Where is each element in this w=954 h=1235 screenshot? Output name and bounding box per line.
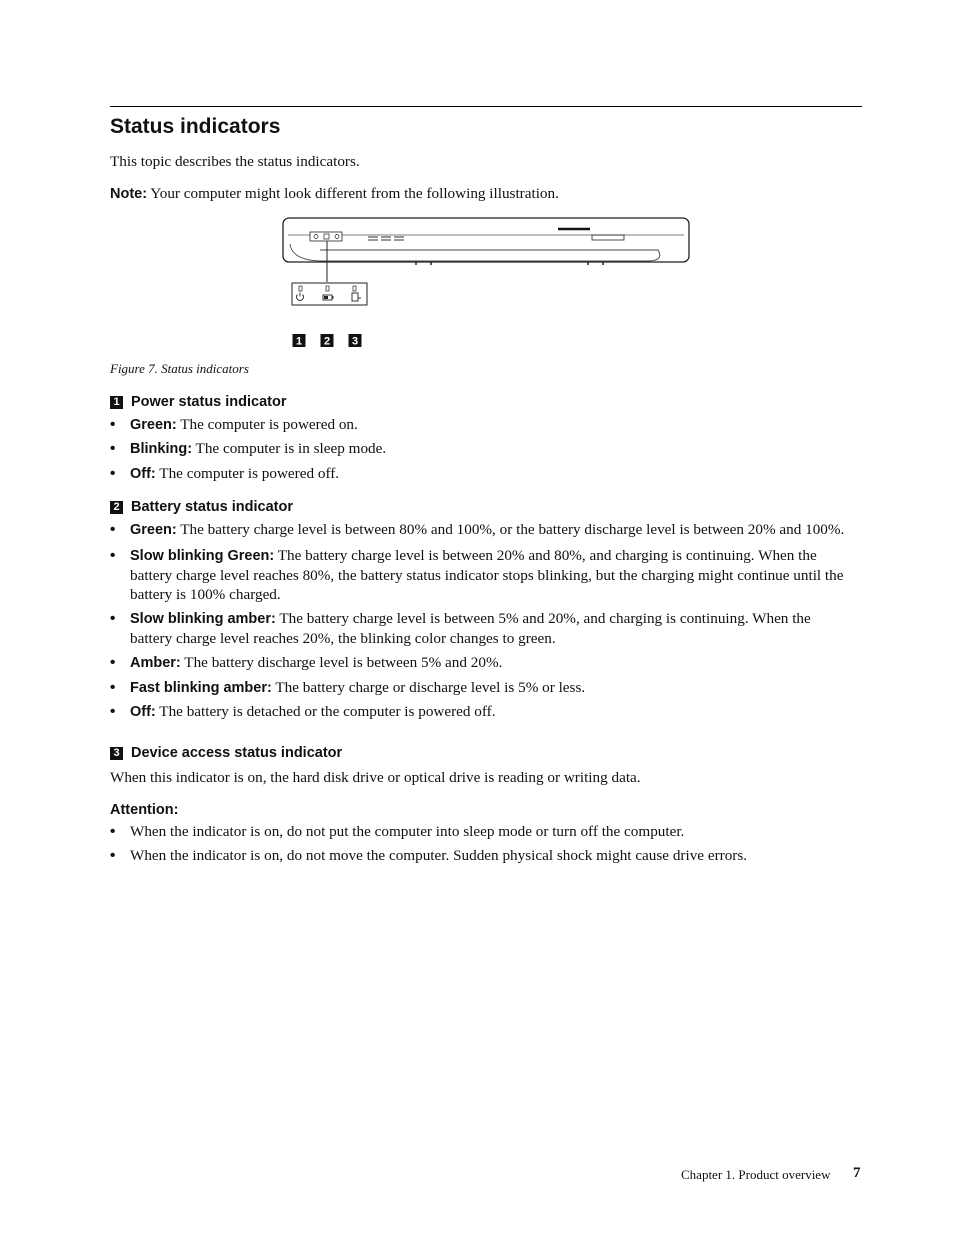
laptop-front-view [283,218,689,265]
svg-text:3: 3 [351,335,359,348]
svg-text:1: 1 [295,335,303,348]
list-item: • Fast blinking amber: The battery charge or discharge level is 5% or less. [110,678,855,698]
footer-chapter: Chapter 1. Product overview [681,1167,831,1182]
list-item: • Green: The computer is powered on. [110,415,855,435]
callout-badge: 3 [110,747,123,760]
list-item: • Slow blinking Green: The battery charge level is between 20% and 80%, and charging is continuing. When the battery charge level reaches 80%, the battery status indicator stops blinking, but the charging might continue until the battery is 100% charged. [110,546,855,604]
list-item: • Blinking: The computer is in sleep mode. [110,439,855,459]
svg-text:2: 2 [323,335,331,348]
list-item: • When the indicator is on, do not put the computer into sleep mode or turn off the computer. [110,822,855,841]
callout-1 [293,334,306,348]
indicator-closeup [292,283,367,305]
callout-badge: 1 [110,396,123,409]
list-item: • Amber: The battery discharge level is between 5% and 20%. [110,653,855,673]
list-item: • Green: The battery charge level is between 80% and 100%, or the battery discharge level is between 20% and 100%. [110,520,855,540]
list-item: • Off: The battery is detached or the computer is powered off. [110,702,855,722]
intro-text: This topic describes the status indicators. [110,153,360,170]
callout-badge: 2 [110,501,123,514]
figure-caption: Figure 7. Status indicators [110,361,249,376]
device-access-text: When this indicator is on, the hard disk drive or optical drive is reading or writing data. [110,769,641,786]
note-label: Note: [110,186,148,202]
attention-label: Attention: [110,802,179,818]
list-item: • Off: The computer is powered off. [110,464,855,484]
battery-status-list [110,520,855,722]
note-text: Your computer might look different from the following illustration. [147,185,559,202]
power-status-list [110,415,855,484]
section-title: Power status indicator [131,394,287,410]
list-item: • When the indicator is on, do not move the computer. Sudden physical shock might cause drive errors. [110,846,855,865]
footer-page-number: 7 [853,1165,861,1181]
status-indicators-illustration [280,214,692,354]
attention-list [110,822,855,865]
section-heading-power [110,394,287,410]
section-heading-battery [110,499,293,515]
list-item: • Slow blinking amber: The battery charge level is between 5% and 20%, and charging is continuing. When the battery charge level reaches 20%, the blinking color changes to green. [110,609,855,648]
callout-2 [321,334,334,348]
top-rule [110,106,862,107]
section-heading-device-access [110,745,342,761]
section-title: Battery status indicator [131,499,293,515]
callout-3 [349,334,362,348]
section-title: Device access status indicator [131,745,343,761]
note-paragraph [110,184,559,204]
page-title: Status indicators [110,115,281,138]
